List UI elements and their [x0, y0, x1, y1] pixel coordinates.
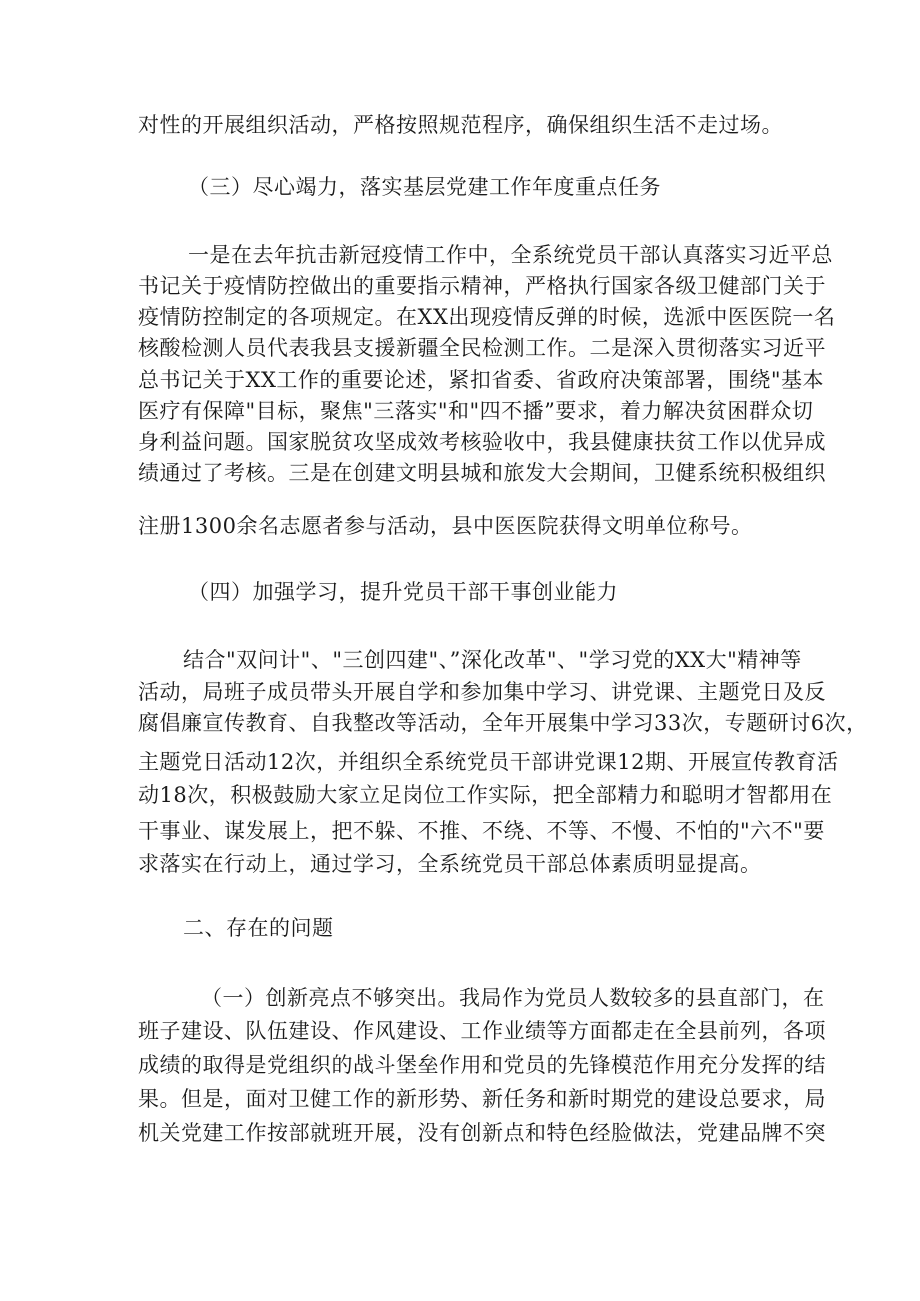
section-heading: （四）加强学习，提升党员干部干事创业能力 — [188, 580, 618, 604]
paragraph-line: 主题党日活动12次，并组织全系统党员干部讲党课12期、开展宣传教育活 — [138, 750, 839, 774]
paragraph-line: 成绩的取得是党组织的战斗堡垒作用和党员的先锋模范作用充分发挥的结 — [138, 1053, 826, 1077]
section-heading: （三）尽心竭力，落实基层党建工作年度重点任务 — [188, 175, 661, 199]
paragraph-line: 对性的开展组织活动，严格按照规范程序，确保组织生活不走过场。 — [138, 113, 783, 137]
paragraph-line: 书记关于疫情防控做出的重要指示精神，严格执行国家各级卫健部门关于 — [138, 274, 826, 298]
paragraph-line: 注册1300余名志愿者参与活动，县中医医院获得文明单位称号。 — [138, 514, 753, 538]
paragraph-line: 身利益问题。国家脱贫攻坚成效考核验收中，我县健康扶贫工作以优异成 — [138, 430, 826, 454]
paragraph-line: 核酸检测人员代表我县支援新疆全民检测工作。二是深入贯彻落实习近平 — [138, 336, 826, 360]
paragraph-line: （一）创新亮点不够突出。我局作为党员人数较多的县直部门，在 — [201, 986, 825, 1010]
paragraph-line: 绩通过了考核。三是在创建文明县城和旅发大会期间，卫健系统积极组织 — [138, 461, 826, 485]
paragraph-line: 求落实在行动上，通过学习，全系统党员干部总体素质明显提高。 — [138, 852, 762, 876]
paragraph-line: 一是在去年抗击新冠疫情工作中，全系统党员干部认真落实习近平总 — [188, 243, 833, 267]
section-heading: 二、存在的问题 — [183, 916, 334, 940]
paragraph-line: 果。但是，面对卫健工作的新形势、新任务和新时期党的建设总要求，局 — [138, 1087, 826, 1111]
paragraph-line: 医疗有保障"目标，聚焦"三落实"和"四不播”要求，着力解决贫困群众切 — [138, 399, 814, 423]
paragraph-line: 班子建设、队伍建设、作风建设、工作业绩等方面都走在全县前列，各项 — [138, 1019, 826, 1043]
paragraph-line: 总书记关于XX工作的重要论述，紧扣省委、省政府决策部署，围绕"基本 — [138, 368, 825, 392]
paragraph-line: 疫情防控制定的各项规定。在XX出现疫情反弹的时候，选派中医医院一名 — [138, 305, 836, 329]
paragraph-line: 干事业、谋发展上，把不躲、不推、不绕、不等、不慢、不怕的"六不"要 — [138, 819, 825, 843]
paragraph-line: 机关党建工作按部就班开展，没有创新点和特色经脸做法，党建品牌不突 — [138, 1121, 826, 1145]
paragraph-line: 动18次，积极鼓励大家立足岗位工作实际，把全部精力和聪明才智都用在 — [138, 783, 833, 807]
paragraph-line: 活动，局班子成员带头开展自学和参加集中学习、讲党课、主题党日及反 — [138, 680, 826, 704]
paragraph-line: 结合"双问计"、"三创四建"、”深化改革"、"学习党的XX大"精神等 — [183, 648, 802, 672]
paragraph-line: 腐倡廉宣传教育、自我整改等活动，全年开展集中学习33次，专题研讨6次， — [138, 711, 868, 735]
